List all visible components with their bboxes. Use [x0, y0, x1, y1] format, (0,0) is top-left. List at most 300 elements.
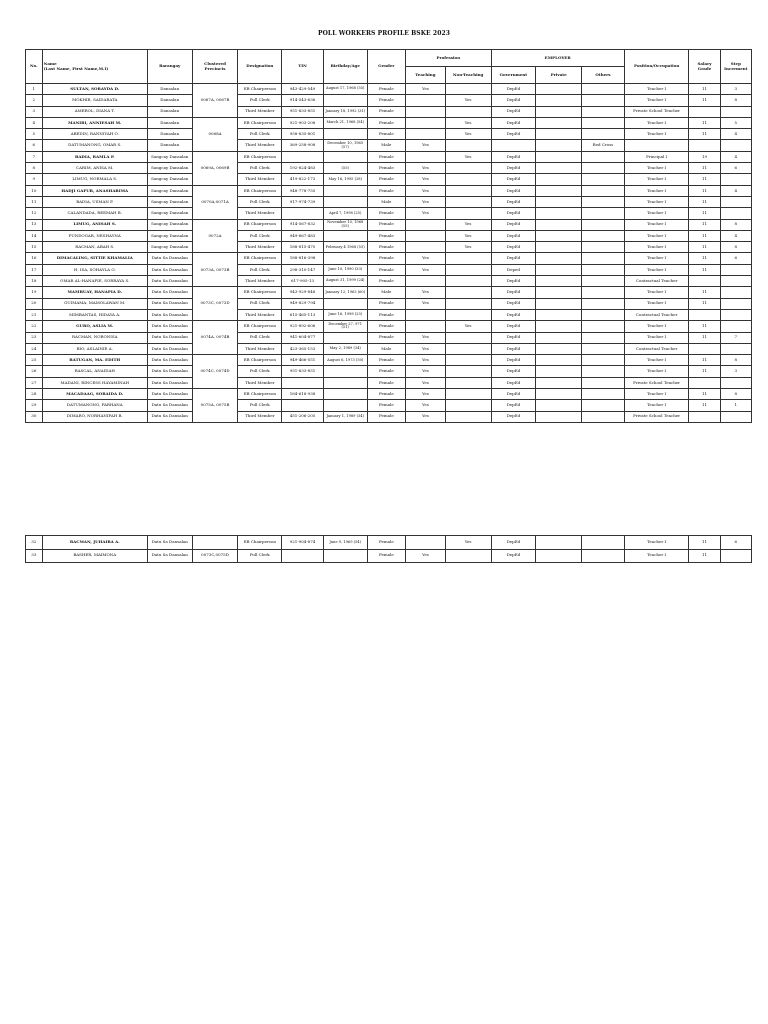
position-cell	[624, 140, 689, 151]
header-others: Others	[582, 67, 625, 84]
name-cell: HADJI GAFUR, ANASHARIMA	[42, 185, 147, 196]
teaching-cell: Yes	[406, 332, 446, 343]
barangay-cell: Datu Sa Dansalan	[147, 343, 192, 354]
gender-cell: Female	[367, 389, 406, 400]
designation-cell: EB Chairperson	[238, 185, 282, 196]
position-cell: Teacher I	[624, 95, 689, 106]
table-row	[26, 264, 752, 275]
non-teaching-cell	[445, 400, 491, 411]
barangay-cell: Sangcay Dansalan	[147, 242, 192, 253]
position-cell: Teacher I	[624, 298, 689, 309]
private-cell	[536, 276, 582, 287]
step-increment-cell: 3	[720, 366, 751, 377]
tin-cell: 451-206-205	[282, 411, 324, 422]
teaching-cell	[406, 129, 446, 140]
non-teaching-cell	[445, 355, 491, 366]
non-teaching-cell: Yes	[445, 242, 491, 253]
step-increment-cell: 8	[720, 355, 751, 366]
position-cell: Teacher I	[624, 230, 689, 241]
row-number-cell: 23	[26, 332, 43, 343]
private-cell	[536, 242, 582, 253]
designation-cell: EB Chairperson	[238, 389, 282, 400]
row-number-cell: 24	[26, 343, 43, 354]
government-cell: DepEd	[491, 208, 536, 219]
barangay-cell: Dansalan	[147, 117, 192, 128]
name-cell: BIO, ASLAINIE A.	[42, 343, 147, 354]
salary-grade-cell	[689, 276, 720, 287]
designation-cell: Third Member	[238, 242, 282, 253]
step-increment-cell	[720, 208, 751, 219]
name-cell: MANIRI, ANNIESAH M.	[42, 117, 147, 128]
barangay-cell: Dansalan	[147, 129, 192, 140]
position-cell: Teacher I	[624, 185, 689, 196]
gender-cell: Female	[367, 106, 406, 117]
teaching-cell	[406, 309, 446, 320]
government-cell: DepEd	[491, 332, 536, 343]
birthday-cell	[323, 366, 367, 377]
others-cell	[582, 366, 625, 377]
non-teaching-cell	[445, 377, 491, 388]
non-teaching-cell	[445, 185, 491, 196]
others-cell	[582, 185, 625, 196]
gender-cell: Female	[367, 84, 406, 95]
header-barangay: Barangay	[147, 50, 192, 84]
tin-cell: 617-905-13	[282, 276, 324, 287]
teaching-cell: Yes	[406, 287, 446, 298]
birthday-cell	[323, 253, 367, 264]
barangay-cell: Dansalan	[147, 95, 192, 106]
others-cell	[582, 389, 625, 400]
birthday-cell	[323, 332, 367, 343]
gender-cell: Female	[367, 129, 406, 140]
private-cell	[536, 163, 582, 174]
teaching-cell: Yes	[406, 208, 446, 219]
name-cell: SULTAN, SORAYDA D.	[42, 84, 147, 95]
step-increment-cell	[720, 298, 751, 309]
table-row	[26, 321, 752, 332]
teaching-cell: Yes	[406, 355, 446, 366]
gender-cell: Male	[367, 140, 406, 151]
gender-cell: Female	[367, 163, 406, 174]
position-cell: Teacher I	[624, 400, 689, 411]
others-cell: Red Cross	[582, 140, 625, 151]
header-birthday: Birthday/Age	[323, 50, 367, 84]
step-increment-cell: 6	[720, 536, 751, 550]
table-row	[26, 163, 752, 174]
others-cell	[582, 196, 625, 207]
barangay-cell: Datu Sa Dansalan	[147, 536, 192, 550]
position-cell: Private School Teacher	[624, 411, 689, 422]
private-cell	[536, 151, 582, 162]
barangay-cell: Sangcay Dansalan	[147, 219, 192, 230]
government-cell: DepEd	[491, 253, 536, 264]
position-cell: Teacher I	[624, 287, 689, 298]
designation-cell: Poll Clerk	[238, 129, 282, 140]
non-teaching-cell: Yes	[445, 321, 491, 332]
header-non-teaching: Non-Teaching	[445, 67, 491, 84]
tin-cell: 958-835-801	[282, 129, 324, 140]
row-number-cell: 26	[26, 366, 43, 377]
gender-cell: Female	[367, 264, 406, 275]
designation-cell: EB Chairperson	[238, 151, 282, 162]
designation-cell: EB Chairperson	[238, 117, 282, 128]
designation-cell: Poll Clerk	[238, 230, 282, 241]
clustered-precincts-cell: 0070A,0071A	[192, 185, 238, 219]
designation-cell: EB Chairperson	[238, 84, 282, 95]
step-increment-cell: 6	[720, 253, 751, 264]
table-row	[26, 106, 752, 117]
tin-cell: 188-816-398	[282, 253, 324, 264]
gender-cell: Female	[367, 174, 406, 185]
poll-workers-table-body	[26, 84, 752, 423]
private-cell	[536, 287, 582, 298]
name-cell: MACADAAG, SORAIDA D.	[42, 389, 147, 400]
non-teaching-cell	[445, 264, 491, 275]
government-cell: DepEd	[491, 355, 536, 366]
table-row	[26, 309, 752, 320]
non-teaching-cell: Yes	[445, 230, 491, 241]
teaching-cell: Yes	[406, 343, 446, 354]
table-row	[26, 140, 752, 151]
row-number-cell: 6	[26, 140, 43, 151]
name-cell: OMAR AL-HANAFIE, SORRAYA S.	[42, 276, 147, 287]
clustered-precincts-cell: 0075A, 0075B	[192, 389, 238, 423]
teaching-cell: Yes	[406, 163, 446, 174]
table-row	[26, 287, 752, 298]
designation-cell: Third Member	[238, 174, 282, 185]
salary-grade-cell: 11	[689, 332, 720, 343]
designation-cell: Third Member	[238, 411, 282, 422]
barangay-cell: Datu Sa Dansalan	[147, 309, 192, 320]
government-cell: DepEd	[491, 84, 536, 95]
non-teaching-cell	[445, 196, 491, 207]
salary-grade-cell: 11	[689, 84, 720, 95]
private-cell	[536, 355, 582, 366]
header-step-increment: Step Increment	[720, 50, 751, 84]
teaching-cell: Yes	[406, 140, 446, 151]
table-row	[26, 242, 752, 253]
salary-grade-cell: 11	[689, 163, 720, 174]
row-number-cell: 4	[26, 117, 43, 128]
non-teaching-cell	[445, 332, 491, 343]
gender-cell: Female	[367, 230, 406, 241]
teaching-cell: Yes	[406, 389, 446, 400]
barangay-cell: Sangcay Dansalan	[147, 185, 192, 196]
table-row	[26, 208, 752, 219]
private-cell	[536, 343, 582, 354]
others-cell	[582, 264, 625, 275]
gender-cell: Male	[367, 287, 406, 298]
table-row	[26, 400, 752, 411]
barangay-cell: Sangcay Dansalan	[147, 196, 192, 207]
table-row	[26, 174, 752, 185]
non-teaching-cell	[445, 343, 491, 354]
step-increment-cell	[720, 321, 751, 332]
tin-cell: 921-904-874	[282, 536, 324, 550]
table-row	[26, 343, 752, 354]
tin-cell: 423-365-153	[282, 343, 324, 354]
barangay-cell: Datu Sa Dansalan	[147, 321, 192, 332]
step-increment-cell: 6	[720, 163, 751, 174]
government-cell: DepEd	[491, 129, 536, 140]
barangay-cell: Datu Sa Dansalan	[147, 377, 192, 388]
tin-cell	[282, 377, 324, 388]
others-cell	[582, 230, 625, 241]
name-cell: ABEDIN, RANNIYAH O.	[42, 129, 147, 140]
designation-cell: Poll Clerk	[238, 400, 282, 411]
private-cell	[536, 117, 582, 128]
step-increment-cell	[720, 140, 751, 151]
non-teaching-cell: Yes	[445, 95, 491, 106]
non-teaching-cell: Yes	[445, 129, 491, 140]
name-cell: RACMAN, ABAH S.	[42, 242, 147, 253]
position-cell: Teacher I	[624, 389, 689, 400]
row-number-cell: 22	[26, 321, 43, 332]
private-cell	[536, 185, 582, 196]
non-teaching-cell: Yes	[445, 536, 491, 550]
tin-cell: 943-929-848	[282, 287, 324, 298]
private-cell	[536, 377, 582, 388]
position-cell: Teacher I	[624, 84, 689, 95]
gender-cell: Female	[367, 366, 406, 377]
step-increment-cell: 8	[720, 219, 751, 230]
barangay-cell: Datu Sa Dansalan	[147, 549, 192, 563]
tin-cell: 917-974-739	[282, 196, 324, 207]
private-cell	[536, 366, 582, 377]
birthday-cell	[323, 230, 367, 241]
table-row	[26, 129, 752, 140]
designation-cell: Third Member	[238, 343, 282, 354]
private-cell	[536, 536, 582, 550]
name-cell: DATUMANONG, OMAR S.	[42, 140, 147, 151]
step-increment-cell: 8	[720, 242, 751, 253]
gender-cell: Female	[367, 276, 406, 287]
birthday-cell	[323, 298, 367, 309]
tin-cell: 298-310-147	[282, 264, 324, 275]
birthday-cell: May 2, 1989 (34)	[323, 343, 367, 354]
position-cell: Teacher I	[624, 536, 689, 550]
government-cell: DepEd	[491, 196, 536, 207]
designation-cell: Third Member	[238, 106, 282, 117]
row-number-cell: 30	[26, 411, 43, 422]
government-cell	[491, 140, 536, 151]
salary-grade-cell: 11	[689, 219, 720, 230]
row-number-cell: 19	[26, 287, 43, 298]
designation-cell: Poll Clerk	[238, 549, 282, 563]
row-number-cell: 10	[26, 185, 43, 196]
table-row	[26, 298, 752, 309]
header-profession: Profession	[406, 50, 491, 67]
designation-cell: Poll Clerk	[238, 196, 282, 207]
salary-grade-cell	[689, 140, 720, 151]
private-cell	[536, 411, 582, 422]
private-cell	[536, 298, 582, 309]
step-increment-cell: 1	[720, 400, 751, 411]
others-cell	[582, 411, 625, 422]
step-increment-cell: 4	[720, 230, 751, 241]
government-cell: Deped	[491, 264, 536, 275]
header-name	[42, 50, 147, 84]
private-cell	[536, 129, 582, 140]
row-number-cell: 5	[26, 129, 43, 140]
clustered-precincts-cell: 0072A	[192, 219, 238, 253]
government-cell: DepEd	[491, 411, 536, 422]
row-number-cell: 1	[26, 84, 43, 95]
table-row	[26, 549, 752, 563]
private-cell	[536, 321, 582, 332]
row-number-cell: 18	[26, 276, 43, 287]
name-cell: GUIMAMA, MAMOLAWAN M.	[42, 298, 147, 309]
birthday-cell	[323, 377, 367, 388]
salary-grade-cell: 11	[689, 321, 720, 332]
teaching-cell: Yes	[406, 377, 446, 388]
barangay-cell: Datu Sa Dansalan	[147, 253, 192, 264]
others-cell	[582, 253, 625, 264]
name-cell: CALANDADA, REEMAH B.	[42, 208, 147, 219]
private-cell	[536, 332, 582, 343]
government-cell: DepEd	[491, 151, 536, 162]
private-cell	[536, 253, 582, 264]
row-number-cell: 8	[26, 163, 43, 174]
non-teaching-cell: Yes	[445, 219, 491, 230]
tin-cell: 192-824-483	[282, 163, 324, 174]
name-cell: AMEROL, DIANA T.	[42, 106, 147, 117]
step-increment-cell	[720, 287, 751, 298]
gender-cell: Female	[367, 219, 406, 230]
non-teaching-cell	[445, 174, 491, 185]
row-number-cell: 28	[26, 389, 43, 400]
name-cell: CARIM, ANISA M.	[42, 163, 147, 174]
non-teaching-cell	[445, 140, 491, 151]
header-salary-grade: Salary Grade	[689, 50, 720, 84]
tin-cell: 419-822-173	[282, 174, 324, 185]
position-cell: Private School Teacher	[624, 377, 689, 388]
designation-cell: Third Member	[238, 377, 282, 388]
gender-cell: Female	[367, 400, 406, 411]
gender-cell: Male	[367, 196, 406, 207]
salary-grade-cell: 11	[689, 174, 720, 185]
gender-cell: Female	[367, 411, 406, 422]
government-cell: DepEd	[491, 536, 536, 550]
gender-cell: Female	[367, 95, 406, 106]
non-teaching-cell	[445, 298, 491, 309]
step-increment-cell: 3	[720, 84, 751, 95]
teaching-cell: Yes	[406, 84, 446, 95]
row-number-cell: 25	[26, 355, 43, 366]
birthday-cell: (55)	[323, 163, 367, 174]
position-cell: Private School Teacher	[624, 106, 689, 117]
others-cell	[582, 151, 625, 162]
tin-cell: 943-429-549	[282, 84, 324, 95]
salary-grade-cell: 19	[689, 151, 720, 162]
government-cell: DepEd	[491, 117, 536, 128]
gender-cell: Female	[367, 309, 406, 320]
header-teaching: Teaching	[406, 67, 446, 84]
non-teaching-cell	[445, 287, 491, 298]
private-cell	[536, 140, 582, 151]
government-cell: DepEd	[491, 163, 536, 174]
header-position: Position/Occupation	[624, 50, 689, 84]
tin-cell: 951-833-851	[282, 106, 324, 117]
teaching-cell	[406, 230, 446, 241]
birthday-cell	[323, 151, 367, 162]
name-cell: PUNDOGAR, NESHAYNA	[42, 230, 147, 241]
teaching-cell	[406, 321, 446, 332]
government-cell: DepEd	[491, 549, 536, 563]
table-row	[26, 196, 752, 207]
table-row	[26, 411, 752, 422]
gender-cell: Female	[367, 355, 406, 366]
teaching-cell: Yes	[406, 298, 446, 309]
step-increment-cell	[720, 264, 751, 275]
private-cell	[536, 309, 582, 320]
government-cell: DepEd	[491, 230, 536, 241]
others-cell	[582, 549, 625, 563]
header-designation: Designation	[238, 50, 282, 84]
position-cell: Teacher I	[624, 196, 689, 207]
tin-cell: 164-618-938	[282, 389, 324, 400]
birthday-cell	[323, 400, 367, 411]
row-number-cell: 3	[26, 106, 43, 117]
designation-cell: EB Chairperson	[238, 287, 282, 298]
government-cell: DepEd	[491, 174, 536, 185]
designation-cell: Poll Clerk	[238, 95, 282, 106]
name-cell: RASCAL, ANAIDAH	[42, 366, 147, 377]
barangay-cell: Sangcay Dansalan	[147, 230, 192, 241]
tin-cell	[282, 400, 324, 411]
table-row	[26, 117, 752, 128]
position-cell: Contractual Teacher	[624, 309, 689, 320]
birthday-cell	[323, 185, 367, 196]
others-cell	[582, 163, 625, 174]
gender-cell: Female	[367, 117, 406, 128]
birthday-cell	[323, 549, 367, 563]
government-cell: DepEd	[491, 366, 536, 377]
barangay-cell: Sangcay Dansalan	[147, 208, 192, 219]
private-cell	[536, 264, 582, 275]
header-employer: EMPLOYER	[491, 50, 624, 67]
salary-grade-cell: 11	[689, 287, 720, 298]
government-cell: DepEd	[491, 321, 536, 332]
position-cell: Teacher I	[624, 219, 689, 230]
birthday-cell	[323, 389, 367, 400]
clustered-precincts-cell: 0067A, 0067B	[192, 84, 238, 118]
header-name-line2: (Last Name, First Name,M.I)	[43, 65, 109, 71]
row-number-cell: 17	[26, 264, 43, 275]
salary-grade-cell	[689, 377, 720, 388]
birthday-cell	[323, 196, 367, 207]
birthday-cell: January 1, 1989 (34)	[323, 411, 367, 422]
others-cell	[582, 309, 625, 320]
poll-workers-table	[25, 49, 752, 423]
others-cell	[582, 95, 625, 106]
row-number-cell: 11	[26, 196, 43, 207]
teaching-cell: Yes	[406, 400, 446, 411]
salary-grade-cell: 11	[689, 253, 720, 264]
barangay-cell: Datu Sa Dansalan	[147, 287, 192, 298]
others-cell	[582, 208, 625, 219]
others-cell	[582, 298, 625, 309]
teaching-cell: Yes	[406, 174, 446, 185]
position-cell: Teacher I	[624, 174, 689, 185]
government-cell: DepEd	[491, 242, 536, 253]
row-number-cell: 20	[26, 298, 43, 309]
barangay-cell: Datu Sa Dansalan	[147, 276, 192, 287]
salary-grade-cell: 11	[689, 298, 720, 309]
gender-cell: Female	[367, 321, 406, 332]
private-cell	[536, 389, 582, 400]
name-cell: DIMACALING, SITTIE KHAMALIA	[42, 253, 147, 264]
